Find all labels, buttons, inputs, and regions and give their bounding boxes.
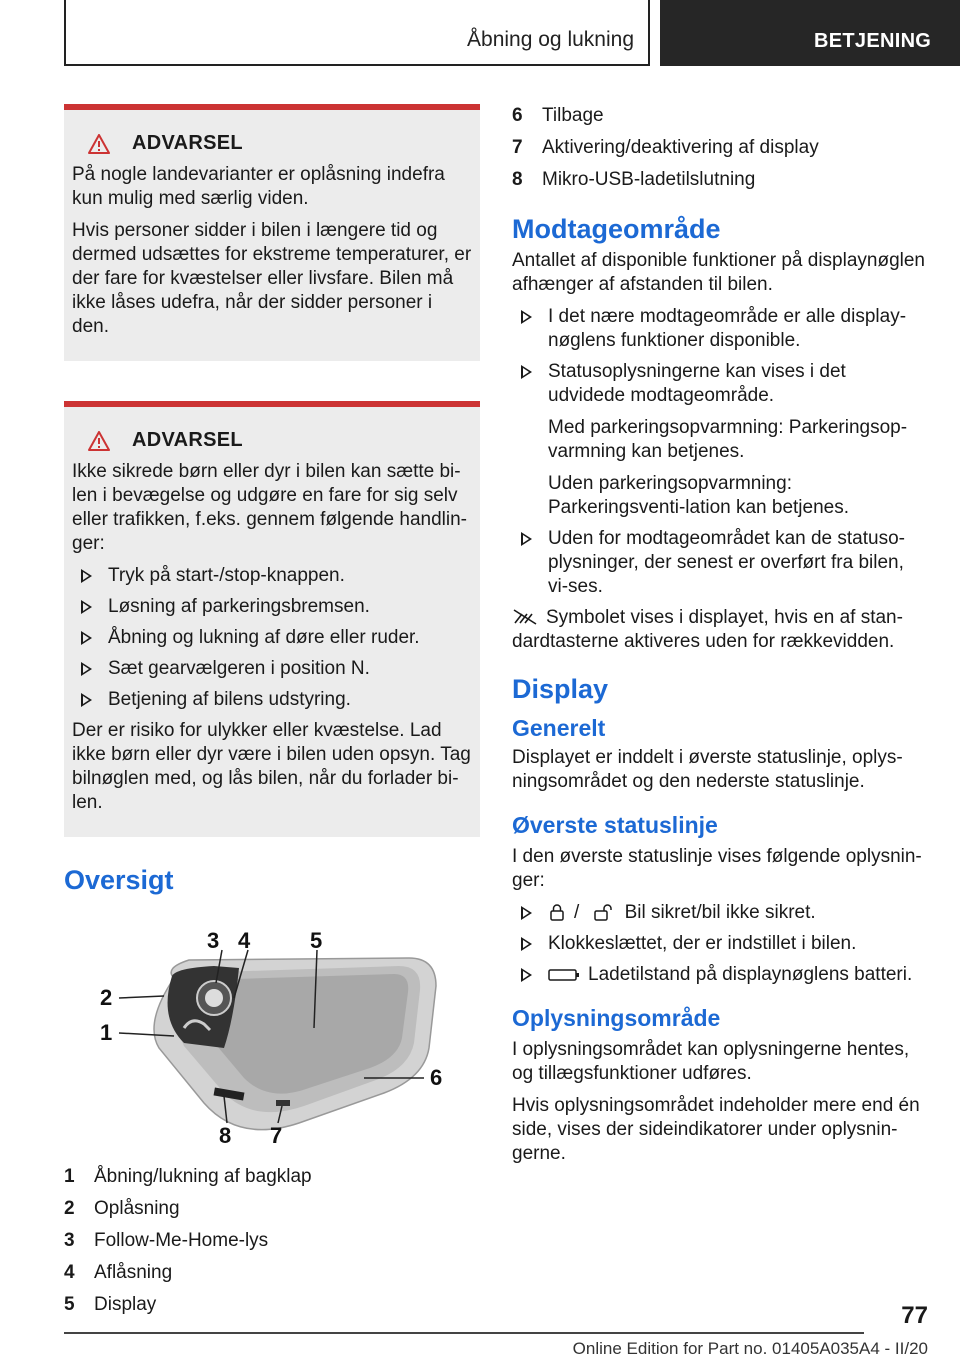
legend-item: 7 Aktivering/deaktivering af display (512, 137, 819, 158)
warning-text: Hvis personer sidder i bilen i længere tid og dermed udsættes for ekstreme temperaturer, er der fare for kvæstelser eller livsfare. Bilen må ikke låses udefra, når der sidder personer i den. (72, 220, 472, 337)
header-section-box (64, 0, 650, 66)
callout-6: 6 (430, 1065, 443, 1090)
bullet-triangle-icon (521, 906, 532, 920)
paragraph: Displayet er inddelt i øverste statuslinje, oplys-ningsområdet og den nederste statuslinje. (512, 747, 903, 792)
page-number: 77 (901, 1302, 928, 1329)
warning-title: ADVARSEL (72, 132, 472, 155)
callout-4: 4 (238, 928, 251, 953)
callout-3: 3 (207, 928, 220, 953)
list-item: Statusoplysningerne kan vises i det udvidede modtageområde. Med parkeringsopvarmning: Parkeringsop-varmning kan betjenes. Uden parkeringsopvarmning: Parkeringsventi-lation kan betjenes. (512, 360, 928, 520)
bullet-triangle-icon (521, 968, 532, 982)
heading-oplysningsomraade: Oplysningsområde (512, 1005, 721, 1031)
bullet-triangle-icon (521, 937, 532, 951)
bullet-triangle-icon (521, 365, 532, 379)
sub-paragraph: Uden parkeringsopvarmning: Parkeringsventi-lation kan betjenes. (548, 473, 850, 518)
section-title: Åbning og lukning (467, 28, 634, 51)
list-item: / Bil sikret/bil ikke sikret. (512, 901, 928, 925)
legend-item: 8 Mikro-USB-ladetilslutning (512, 169, 756, 190)
callout-1: 1 (100, 1020, 113, 1045)
lock-closed-icon (548, 903, 566, 921)
bullet-triangle-icon (521, 310, 532, 324)
legend-list-continued (512, 104, 928, 192)
callout-8: 8 (219, 1123, 232, 1148)
legend-item: 2 Oplåsning (64, 1198, 180, 1219)
warning-box-2 (64, 401, 480, 837)
heading-modtageomraade: Modtageområde (512, 214, 721, 244)
warning-box-1 (64, 104, 480, 361)
heading-display: Display (512, 674, 609, 704)
warning-text: Ikke sikrede børn eller dyr i bilen kan sætte bi-len i bevægelse og udgøre en fare for sig selv eller trafikken, f.eks. gennem følgende handlin-ger: (72, 461, 467, 554)
legend-item: 6 Tilbage (512, 105, 604, 126)
list-item: Tryk på start-/stop-knappen. (72, 564, 472, 588)
heading-overste-statuslinje: Øverste statuslinje (512, 812, 718, 838)
bullet-triangle-icon (81, 631, 92, 645)
edition-note: Online Edition for Part no. 01405A035A4 - II/20 (572, 1339, 928, 1358)
legend-item: 3 Follow-Me-Home-lys (64, 1230, 269, 1251)
bullet-triangle-icon (81, 662, 92, 676)
paragraph: I oplysningsområdet kan oplysningerne hentes, og tillægsfunktioner udføres. (512, 1039, 910, 1084)
paragraph: Symbolet vises i displayet, hvis en af stan-dardtasterne aktiveres uden for rækkevidden. (512, 607, 903, 652)
list-item: Sæt gearvælgeren i position N. (72, 657, 472, 681)
right-column (512, 104, 928, 1174)
sub-paragraph: Med parkeringsopvarmning: Parkeringsop-varmning kan betjenes. (548, 417, 908, 462)
bullet-triangle-icon (81, 569, 92, 583)
list-item: I det nære modtageområde er alle display-nøglens funktioner disponible. (512, 305, 928, 353)
list-item: Ladetilstand på displaynøglens batteri. (512, 963, 928, 987)
display-key-illustration (64, 928, 480, 1148)
page-header (0, 0, 960, 66)
legend-item: 5 Display (64, 1294, 157, 1315)
heading-generelt: Generelt (512, 715, 606, 741)
out-of-range-signal-icon (512, 608, 538, 626)
list-item: Klokkeslættet, der er indstillet i bilen. (512, 932, 928, 956)
chapter-tab (660, 0, 960, 66)
list-item: Åbning og lukning af døre eller ruder. (72, 626, 472, 650)
reception-list (512, 305, 928, 599)
bullet-triangle-icon (81, 693, 92, 707)
paragraph: Antallet af disponible funktioner på displaynøglen afhænger af afstanden til bilen. (512, 250, 925, 295)
footer-divider (64, 1332, 864, 1334)
paragraph: I den øverste statuslinje vises følgende oplysnin-ger: (512, 846, 922, 891)
bullet-triangle-icon (81, 600, 92, 614)
warning-text: På nogle landevarianter er oplåsning indefra kun mulig med særlig viden. (72, 164, 445, 209)
callout-2: 2 (100, 985, 113, 1010)
left-column (64, 104, 480, 1325)
status-list (512, 901, 928, 987)
callout-7: 7 (270, 1123, 283, 1148)
paragraph: Hvis oplysningsområdet indeholder mere end én side, vises der sideindikatorer under oplysnin-gerne. (512, 1095, 920, 1164)
warning-title: ADVARSEL (72, 429, 472, 452)
warning-text: Der er risiko for ulykker eller kvæstelse. Lad ikke børn eller dyr være i bilen uden opsyn. Tag bilnøglen med, og lås bilen, når du forlader bi-len. (72, 720, 471, 813)
callout-5: 5 (310, 928, 323, 953)
warning-triangle-icon (88, 431, 110, 451)
legend-list (64, 1165, 480, 1317)
heading-oversigt: Oversigt (64, 865, 174, 895)
warning-list (72, 564, 472, 712)
bullet-triangle-icon (521, 532, 532, 546)
warning-triangle-icon (88, 134, 110, 154)
list-item: Betjening af bilens udstyring. (72, 688, 472, 712)
lock-open-icon (593, 903, 617, 921)
chapter-title: BETJENING (814, 30, 932, 52)
legend-item: 1 Åbning/lukning af bagklap (64, 1166, 312, 1187)
battery-icon (548, 967, 580, 983)
list-item: Løsning af parkeringsbremsen. (72, 595, 472, 619)
list-item: Uden for modtageområdet kan de statuso-plysninger, der senest er overført fra bilen, vi-ses. (512, 527, 928, 599)
legend-item: 4 Aflåsning (64, 1262, 173, 1283)
